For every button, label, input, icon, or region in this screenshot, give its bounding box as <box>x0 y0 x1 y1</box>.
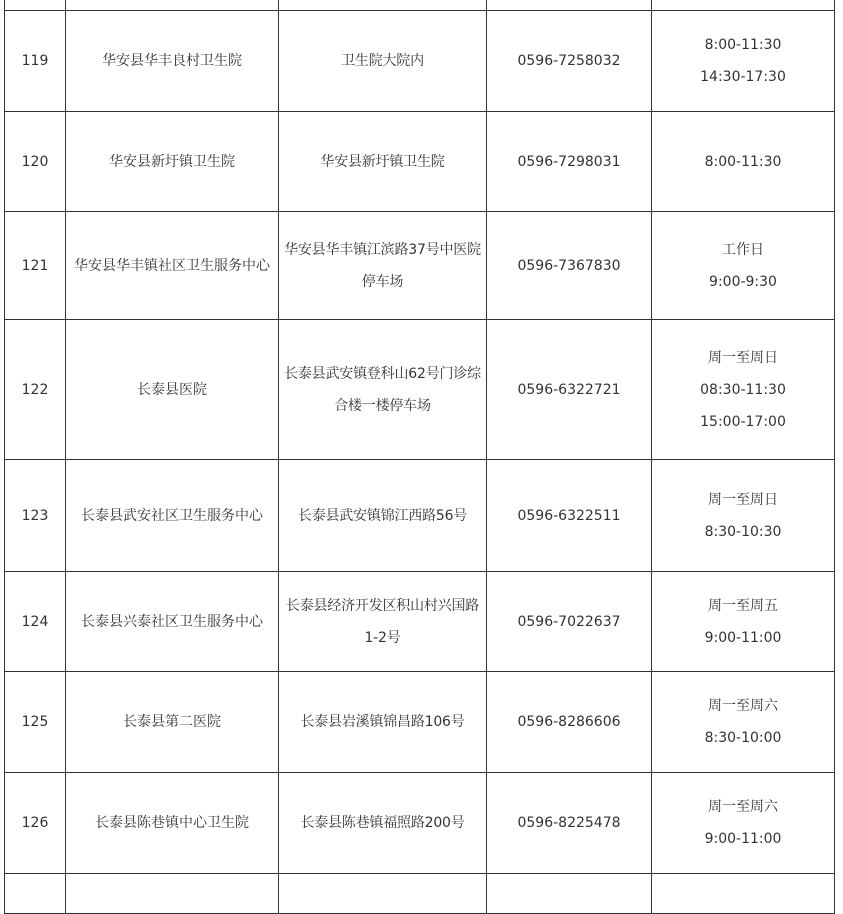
cell-text-line: 周一至周日 <box>708 349 778 366</box>
cell-text-line: 长泰县医院 <box>137 381 207 398</box>
cell-text-line: 长泰县经济开发区积山村兴国路 <box>285 597 480 614</box>
cell-text-line: 125 <box>21 714 49 730</box>
table-row <box>5 112 835 212</box>
cell-text-line: 长泰县武安镇登科山62号门诊综 <box>284 365 481 382</box>
cell-text-line: 周一至周五 <box>708 597 778 614</box>
cell-text-line: 周一至周六 <box>708 799 778 815</box>
cell-text-line: 8:30-10:30 <box>704 523 782 540</box>
phone-cell <box>487 874 652 914</box>
cell-text-line: 14:30-17:30 <box>700 69 786 85</box>
table-row <box>5 320 835 460</box>
cell-text-line: 华安县华丰良村卫生院 <box>102 53 242 69</box>
institution-name-cell <box>66 112 279 212</box>
cell-text-line: 卫生院大院内 <box>341 53 424 69</box>
institution-name-cell <box>66 572 279 672</box>
phone-cell <box>487 320 652 460</box>
hours-cell <box>652 874 835 914</box>
phone-cell <box>487 572 652 672</box>
phone-cell <box>487 112 652 212</box>
table-row <box>5 672 835 773</box>
row-number-cell <box>5 773 66 874</box>
address-cell <box>279 773 487 874</box>
cell-text-line: 8:00-11:30 <box>704 153 782 170</box>
cell-text-line: 0596-8225478 <box>517 815 621 831</box>
institution-name-cell <box>66 773 279 874</box>
table-body <box>5 0 835 914</box>
institution-name-cell <box>66 320 279 460</box>
cell-text-line: 合楼一楼停车场 <box>334 397 431 414</box>
cell-text-line: 0596-7367830 <box>517 257 621 274</box>
hours-cell <box>652 672 835 773</box>
cell-text-line: 华安县新圩镇卫生院 <box>109 153 235 170</box>
table-row <box>5 773 835 874</box>
table-row <box>5 572 835 672</box>
hours-cell <box>652 773 835 874</box>
institution-name-cell <box>66 672 279 773</box>
hours-cell <box>652 460 835 572</box>
cell-text-line: 119 <box>21 53 49 69</box>
cell-text-line: 120 <box>21 153 49 170</box>
cell-text-line: 0596-7258032 <box>517 53 621 69</box>
cell-text-line: 8:30-10:00 <box>704 730 782 746</box>
row-number-cell <box>5 212 66 320</box>
cell-text-line: 9:00-11:00 <box>704 629 782 646</box>
hours-cell <box>652 212 835 320</box>
cell-text-line: 周一至周日 <box>708 491 778 508</box>
address-cell <box>279 11 487 112</box>
cell-text-line: 长泰县武安社区卫生服务中心 <box>81 507 263 524</box>
address-cell <box>279 672 487 773</box>
cell-text-line: 124 <box>21 613 49 630</box>
cell-text-line: 15:00-17:00 <box>700 413 786 430</box>
cell-text-line: 1-2号 <box>364 629 401 646</box>
table-row <box>5 460 835 572</box>
address-cell <box>279 320 487 460</box>
phone-cell <box>487 773 652 874</box>
row-number-cell <box>5 460 66 572</box>
cell-text-line: 121 <box>21 257 49 274</box>
address-cell <box>279 212 487 320</box>
cell-text-line: 0596-7298031 <box>517 153 621 170</box>
cell-text-line: 123 <box>21 507 49 524</box>
table-row <box>5 212 835 320</box>
address-cell <box>279 572 487 672</box>
cell-text-line: 08:30-11:30 <box>700 381 786 398</box>
cell-text-line: 长泰县武安镇锦江西路56号 <box>297 507 468 524</box>
row-number-cell <box>5 0 66 11</box>
address-cell <box>279 112 487 212</box>
hours-cell <box>652 320 835 460</box>
cell-text-line: 0596-8286606 <box>517 714 621 730</box>
institution-name-cell <box>66 874 279 914</box>
hours-cell <box>652 572 835 672</box>
cell-text-line: 华安县华丰镇江滨路37号中医院 <box>284 241 481 258</box>
row-number-cell <box>5 672 66 773</box>
table-row <box>5 0 835 11</box>
table-row <box>5 11 835 112</box>
phone-cell <box>487 11 652 112</box>
row-number-cell <box>5 874 66 914</box>
cell-text-line: 长泰县第二医院 <box>123 714 221 730</box>
cell-text-line: 长泰县兴泰社区卫生服务中心 <box>81 613 263 630</box>
row-number-cell <box>5 320 66 460</box>
institution-name-cell <box>66 212 279 320</box>
row-number-cell <box>5 11 66 112</box>
cell-text-line: 长泰县陈巷镇中心卫生院 <box>95 815 249 831</box>
institution-name-cell <box>66 460 279 572</box>
phone-cell <box>487 460 652 572</box>
address-cell <box>279 874 487 914</box>
address-cell <box>279 460 487 572</box>
address-cell <box>279 0 487 11</box>
hours-cell <box>652 112 835 212</box>
testing-sites-table <box>4 0 835 914</box>
phone-cell <box>487 672 652 773</box>
cell-text-line: 9:00-9:30 <box>709 273 777 290</box>
table-row <box>5 874 835 914</box>
cell-text-line: 122 <box>21 381 49 398</box>
cell-text-line: 停车场 <box>361 273 404 290</box>
cell-text-line: 0596-6322721 <box>517 381 621 398</box>
hours-cell <box>652 0 835 11</box>
cell-text-line: 华安县华丰镇社区卫生服务中心 <box>74 257 270 274</box>
hours-cell <box>652 11 835 112</box>
cell-text-line: 0596-6322511 <box>517 507 621 524</box>
institution-name-cell <box>66 0 279 11</box>
phone-cell <box>487 0 652 11</box>
cell-text-line: 8:00-11:30 <box>704 37 782 53</box>
cell-text-line: 长泰县岩溪镇锦昌路106号 <box>300 714 465 730</box>
row-number-cell <box>5 572 66 672</box>
phone-cell <box>487 212 652 320</box>
cell-text-line: 长泰县陈巷镇福照路200号 <box>300 815 465 831</box>
institution-name-cell <box>66 11 279 112</box>
cell-text-line: 126 <box>21 815 49 831</box>
cell-text-line: 工作日 <box>722 241 764 258</box>
cell-text-line: 周一至周六 <box>708 698 778 714</box>
cell-text-line: 9:00-11:00 <box>704 831 782 847</box>
cell-text-line: 0596-7022637 <box>517 613 621 630</box>
row-number-cell <box>5 112 66 212</box>
cell-text-line: 华安县新圩镇卫生院 <box>320 153 445 170</box>
